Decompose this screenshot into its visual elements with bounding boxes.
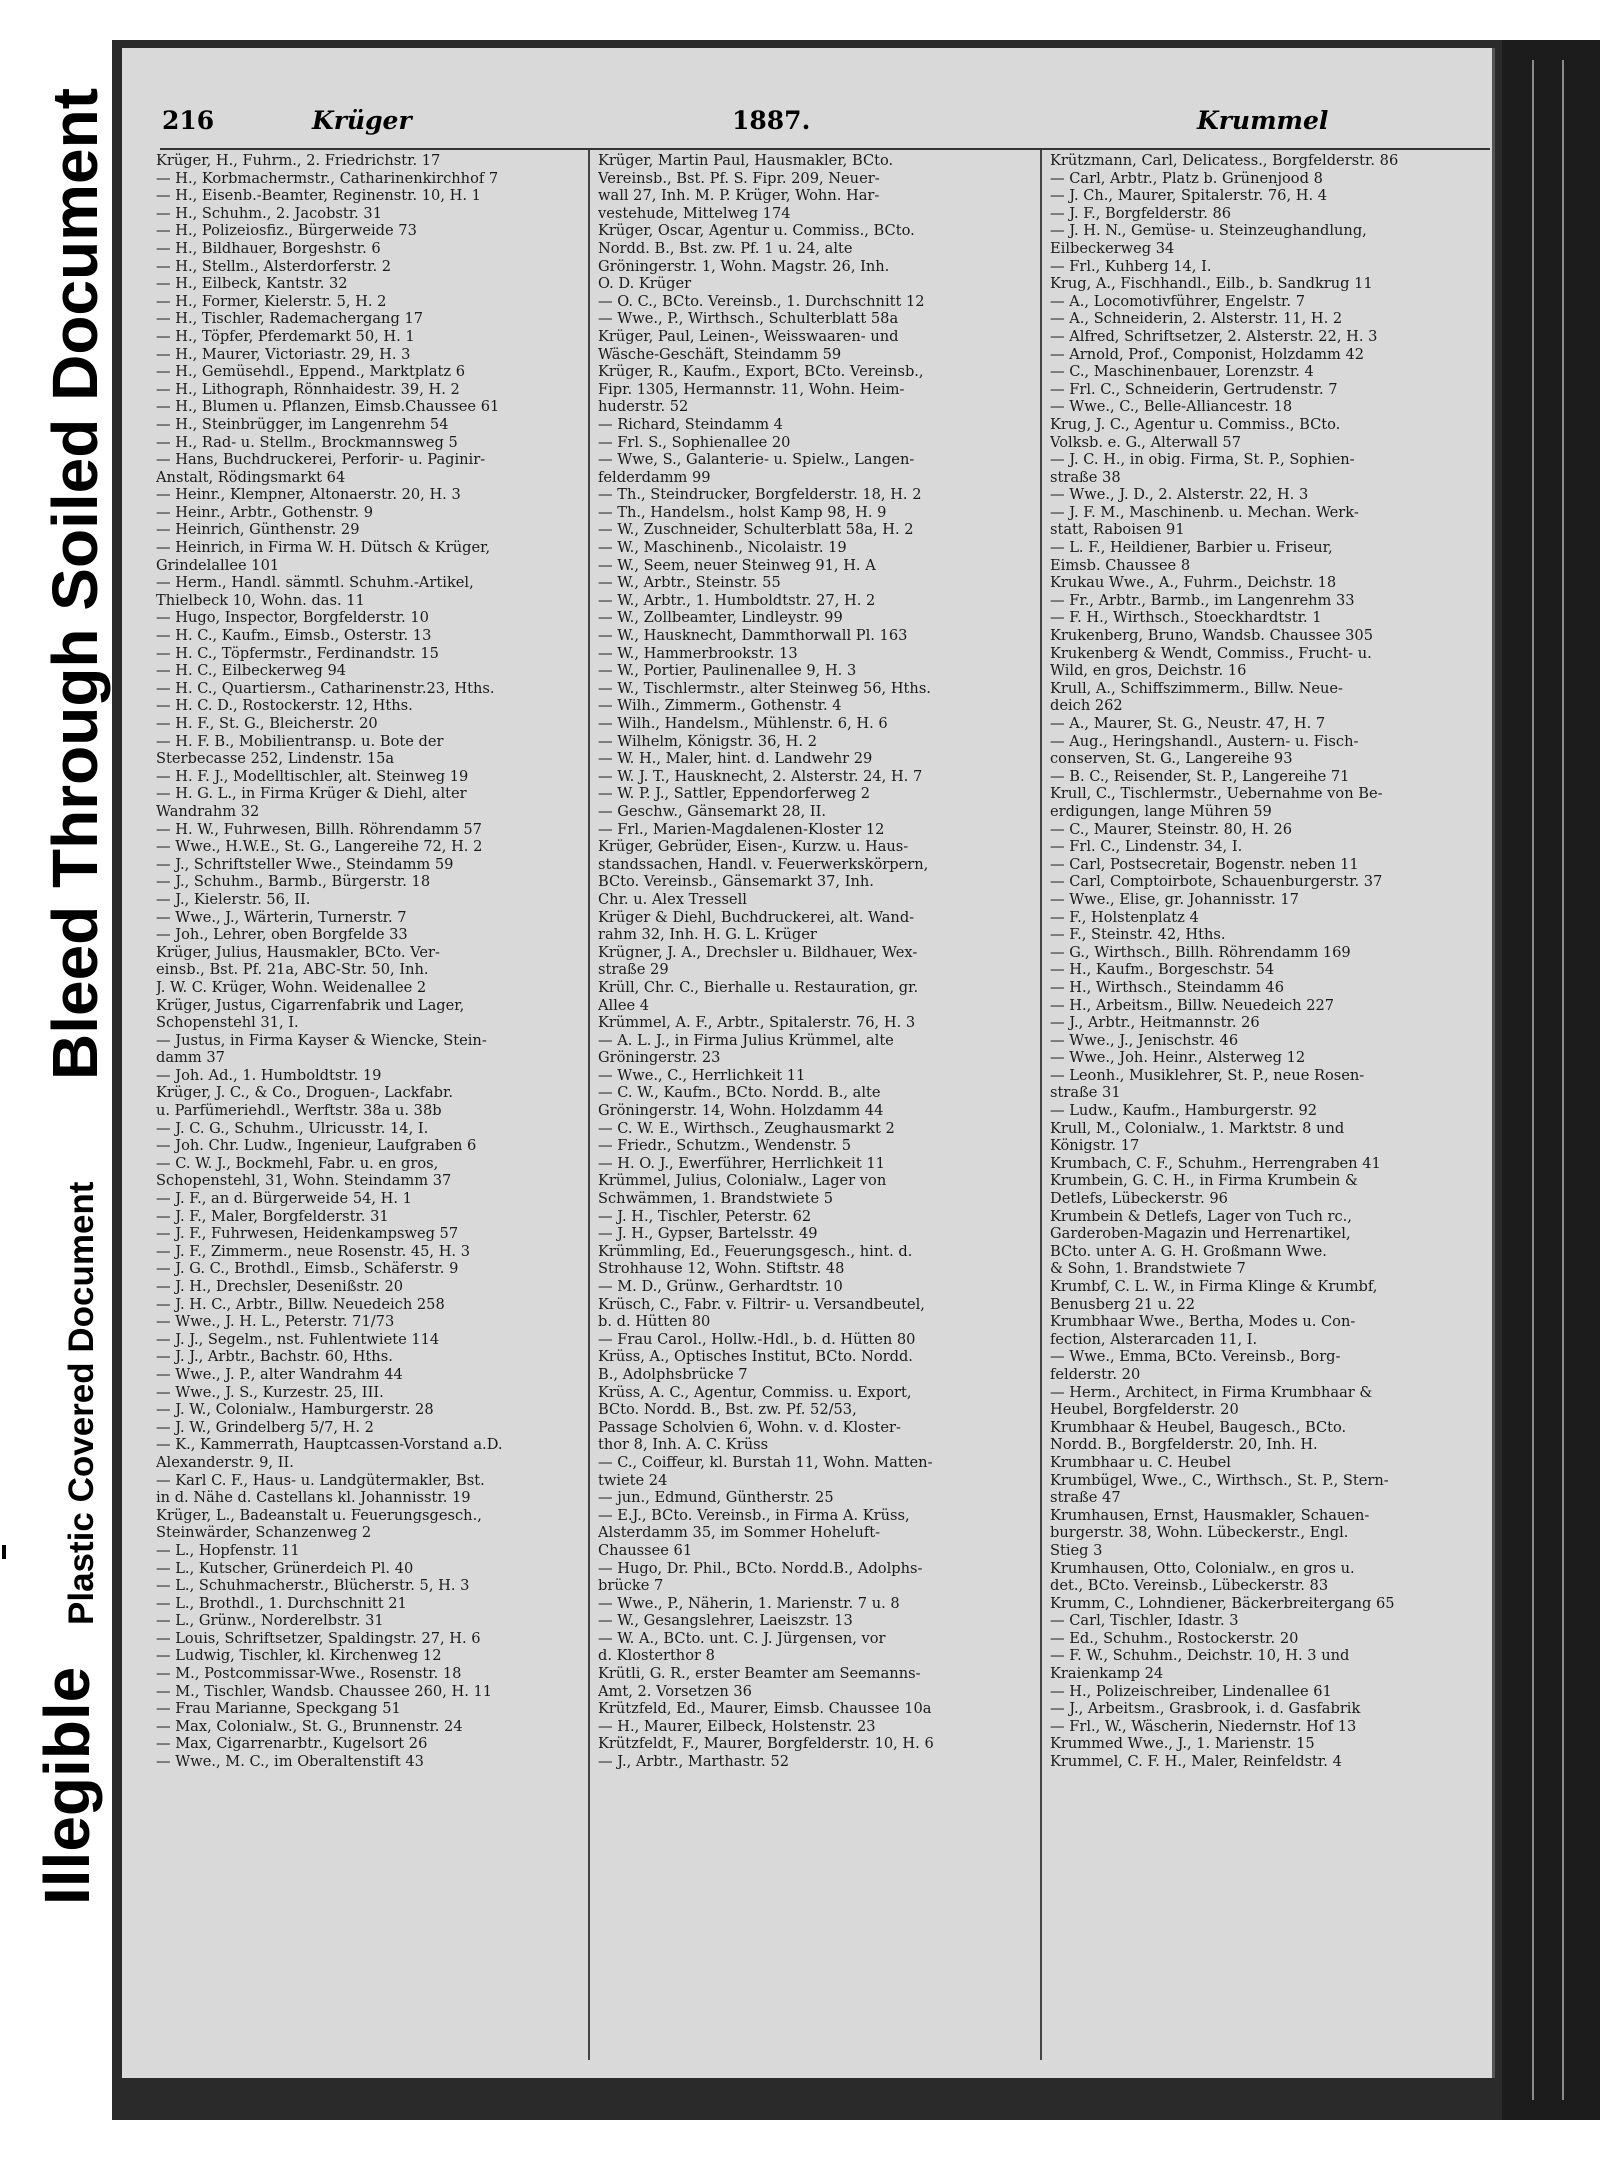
directory-entry: Kraienkamp 24 <box>1050 1665 1164 1683</box>
directory-entry: — Carl, Comptoirbote, Schauenburgerstr. 37 <box>1050 873 1383 891</box>
directory-entry: Krümmling, Ed., Feuerungsgesch., hint. d. <box>598 1242 913 1260</box>
directory-entry: felderstr. 20 <box>1050 1365 1141 1383</box>
directory-entry: — W., Gesangslehrer, Laeiszstr. 13 <box>598 1612 853 1630</box>
directory-entry: Krukenberg, Bruno, Wandsb. Chaussee 305 <box>1050 627 1373 645</box>
directory-entry: straße 47 <box>1050 1489 1121 1507</box>
directory-entry: Amt, 2. Vorsetzen 36 <box>598 1682 752 1700</box>
directory-entry: straße 31 <box>1050 1084 1121 1102</box>
directory-entry: b. d. Hütten 80 <box>598 1313 711 1331</box>
directory-entry: — Ludw., Kaufm., Hamburgerstr. 92 <box>1050 1102 1318 1120</box>
directory-entry: Krumbein, G. C. H., in Firma Krumbein & <box>1050 1172 1358 1190</box>
directory-entry: — Frl., W., Wäscherin, Niedernstr. Hof 13 <box>1050 1717 1357 1735</box>
directory-entry: — H. C., Kaufm., Eimsb., Osterstr. 13 <box>156 627 432 645</box>
directory-entry: Krug, A., Fischhandl., Eilb., b. Sandkrug 11 <box>1050 275 1373 293</box>
page-header <box>162 106 1462 146</box>
directory-entry: — H., Töpfer, Pferdemarkt 50, H. 1 <box>156 327 415 345</box>
directory-entry: — Alfred, Schriftsetzer, 2. Alsterstr. 22, H. 3 <box>1050 327 1378 345</box>
directory-entry: Krüger, L., Badeanstalt u. Feuerungsgesch., <box>156 1506 482 1524</box>
directory-entry: — Justus, in Firma Kayser & Wiencke, Stein- <box>156 1031 487 1049</box>
directory-entry: — J. Ch., Maurer, Spitalerstr. 76, H. 4 <box>1050 187 1328 205</box>
directory-entry: Krüger, R., Kaufm., Export, BCto. Vereinsb., <box>598 363 924 381</box>
directory-entry: — Max, Cigarrenarbtr., Kugelsort 26 <box>156 1735 428 1753</box>
directory-entry: — Joh. Ad., 1. Humboldtstr. 19 <box>156 1066 382 1084</box>
directory-entry: Heubel, Borgfelderstr. 20 <box>1050 1401 1239 1419</box>
directory-entry: — H. C. D., Rostockerstr. 12, Hths. <box>156 697 413 715</box>
directory-entry: — Th., Handelsm., holst Kamp 98, H. 9 <box>598 503 887 521</box>
directory-entry: brücke 7 <box>598 1577 664 1595</box>
directory-entry: — J. F., Fuhrwesen, Heidenkampsweg 57 <box>156 1225 459 1243</box>
directory-entry: — L., Schuhmacherstr., Blücherstr. 5, H. 3 <box>156 1577 470 1595</box>
condition-sidebar <box>0 0 110 2177</box>
directory-entry: Krüger, Oscar, Agentur u. Commiss., BCto. <box>598 222 915 240</box>
directory-entry: — Wilhelm, Königstr. 36, H. 2 <box>598 732 817 750</box>
directory-entry: Krull, A., Schiffszimmerm., Billw. Neue- <box>1050 679 1343 697</box>
directory-entry: Krummed Wwe., J., 1. Marienstr. 15 <box>1050 1735 1315 1753</box>
directory-entry: — C. W., Kaufm., BCto. Nordd. B., alte <box>598 1084 881 1102</box>
directory-entry: Garderoben-Magazin und Herrenartikel, <box>1050 1225 1351 1243</box>
directory-entry: Eimsb. Chaussee 8 <box>1050 556 1191 574</box>
directory-entry: — H. C., Töpfermstr., Ferdinandstr. 15 <box>156 644 439 662</box>
directory-entry: — W., Zollbeamter, Lindleystr. 99 <box>598 609 843 627</box>
directory-entry: — J. H., Tischler, Peterstr. 62 <box>598 1207 812 1225</box>
directory-entry: — H., Former, Kielerstr. 5, H. 2 <box>156 292 387 310</box>
edge-line <box>1562 60 1564 2100</box>
directory-entry: — W., Maschinenb., Nicolaistr. 19 <box>598 539 847 557</box>
directory-entry: Krumbhaar & Heubel, Baugesch., BCto. <box>1050 1418 1347 1436</box>
directory-entry: Krull, M., Colonialw., 1. Marktstr. 8 und <box>1050 1119 1345 1137</box>
directory-entry: — Carl, Arbtr., Platz b. Grünenjood 8 <box>1050 169 1323 187</box>
directory-entry: — E.J., BCto. Vereinsb., in Firma A. Krüss, <box>598 1506 910 1524</box>
directory-entry: — Hugo, Dr. Phil., BCto. Nordd.B., Adolphs- <box>598 1559 923 1577</box>
directory-entry: — H., Blumen u. Pflanzen, Eimsb.Chaussee 61 <box>156 398 500 416</box>
directory-entry: — Heinrich, Günthenstr. 29 <box>156 521 360 539</box>
directory-entry: huderstr. 52 <box>598 398 689 416</box>
directory-entry: — Wwe., J., Wärterin, Turnerstr. 7 <box>156 908 407 926</box>
directory-entry: — Hans, Buchdruckerei, Perforir- u. Paginir- <box>156 451 486 469</box>
directory-entry: — C., Coiffeur, kl. Burstah 11, Wohn. Matten- <box>598 1453 933 1471</box>
directory-entry: — M., Tischler, Wandsb. Chaussee 260, H. 11 <box>156 1682 493 1700</box>
directory-entry: Gröningerstr. 14, Wohn. Holzdamm 44 <box>598 1102 884 1120</box>
directory-entry: Krummel, C. F. H., Maler, Reinfeldstr. 4 <box>1050 1753 1342 1771</box>
directory-entry: — Louis, Schriftsetzer, Spaldingstr. 27, H. 6 <box>156 1629 481 1647</box>
directory-entry: Alexanderstr. 9, II. <box>156 1453 294 1471</box>
directory-entry: Krumhausen, Otto, Colonialw., en gros u. <box>1050 1559 1355 1577</box>
header-year: 1887. <box>732 106 811 135</box>
directory-entry: Krumbf, C. L. W., in Firma Klinge & Krumbf, <box>1050 1278 1378 1295</box>
directory-entry: Krug, J. C., Agentur u. Commiss., BCto. <box>1050 415 1341 433</box>
column-divider <box>588 150 590 2060</box>
margin-tick <box>2 1545 6 1559</box>
directory-entry: Benusberg 21 u. 22 <box>1050 1295 1196 1313</box>
directory-entry: — J. W., Grindelberg 5/7, H. 2 <box>156 1418 374 1436</box>
directory-entry: Sterbecasse 252, Lindenstr. 15a <box>156 750 395 768</box>
directory-entry: — Frl., Marien-Magdalenen-Kloster 12 <box>598 820 885 838</box>
directory-entry: — Joh. Chr. Ludw., Ingenieur, Laufgraben 6 <box>156 1137 477 1155</box>
directory-entry: B., Adolphsbrücke 7 <box>598 1365 748 1383</box>
directory-entry: — Hugo, Inspector, Borgfelderstr. 10 <box>156 609 429 627</box>
directory-entry: — Herm., Handl. sämmtl. Schuhm.-Artikel, <box>156 574 474 592</box>
directory-entry: Eilbeckerweg 34 <box>1050 239 1175 257</box>
directory-entry: Krumbügel, Wwe., C., Wirthsch., St. P., Stern- <box>1050 1471 1389 1489</box>
directory-entry: — C., Maurer, Steinstr. 80, H. 26 <box>1050 820 1293 838</box>
directory-entry: — M., Postcommissar-Wwe., Rosenstr. 18 <box>156 1665 462 1683</box>
directory-entry: — Aug., Heringshandl., Austern- u. Fisch- <box>1050 732 1359 750</box>
directory-entry: — J. G. C., Brothdl., Eimsb., Schäferstr. 9 <box>156 1260 459 1278</box>
directory-entry: Anstalt, Rödingsmarkt 64 <box>156 468 346 486</box>
directory-entry: Krützmann, Carl, Delicatess., Borgfelderstr. 86 <box>1050 152 1399 169</box>
directory-entry: Detlefs, Lübeckerstr. 96 <box>1050 1190 1228 1208</box>
directory-entry: Passage Scholvien 6, Wohn. v. d. Kloster- <box>598 1418 901 1436</box>
directory-entry: — H. F., St. G., Bleicherstr. 20 <box>156 715 378 732</box>
directory-entry: — W., Hammerbrookstr. 13 <box>598 644 798 662</box>
directory-entry: — Max, Colonialw., St. G., Brunnenstr. 24 <box>156 1717 463 1735</box>
directory-entry: — H., Tischler, Rademachergang 17 <box>156 310 424 328</box>
directory-entry: — Wwe., H.W.E., St. G., Langereihe 72, H. 2 <box>156 838 483 856</box>
directory-entry: statt, Raboisen 91 <box>1050 521 1185 539</box>
directory-entry: fection, Alsterarcaden 11, I. <box>1050 1330 1258 1348</box>
directory-entry: — H., Polizeiosfiz., Bürgerweide 73 <box>156 222 417 240</box>
directory-entry: — W., Zuschneider, Schulterblatt 58a, H. 2 <box>598 521 914 539</box>
directory-entry: det., BCto. Vereinsb., Lübeckerstr. 83 <box>1050 1577 1329 1595</box>
directory-entry: d. Klosterthor 8 <box>598 1647 715 1665</box>
directory-entry: Krüger, Julius, Hausmakler, BCto. Ver- <box>156 943 440 961</box>
directory-entry: — Friedr., Schutzm., Wendenstr. 5 <box>598 1137 852 1155</box>
directory-entry: — Wwe., M. C., im Oberaltenstift 43 <box>156 1753 424 1771</box>
directory-entry: wall 27, Inh. M. P. Krüger, Wohn. Har- <box>598 187 880 205</box>
directory-entry: — W. H., Maler, hint. d. Landwehr 29 <box>598 750 873 768</box>
directory-entry: Wild, en gros, Deichstr. 16 <box>1050 662 1247 680</box>
illegible-label: Illegible <box>31 1666 103 1905</box>
directory-entry: — jun., Edmund, Güntherstr. 25 <box>598 1489 834 1507</box>
directory-entry: Stieg 3 <box>1050 1541 1103 1559</box>
directory-entry: — H., Rad- u. Stellm., Brockmannsweg 5 <box>156 433 458 451</box>
directory-entry: — H., Maurer, Victoriastr. 29, H. 3 <box>156 345 411 363</box>
directory-entry: — W., Portier, Paulinenallee 9, H. 3 <box>598 662 857 680</box>
directory-entry: — Carl, Postsecretair, Bogenstr. neben 11 <box>1050 855 1359 873</box>
directory-entry: Wäsche-Geschäft, Steindamm 59 <box>598 345 842 363</box>
directory-entry: — Wwe., J., Jenischstr. 46 <box>1050 1031 1239 1049</box>
directory-entry: — L., Brothdl., 1. Durchschnitt 21 <box>156 1594 407 1612</box>
directory-entry: Volksb. e. G., Alterwall 57 <box>1050 433 1241 451</box>
directory-entry: — J. J., Arbtr., Bachstr. 60, Hths. <box>156 1348 393 1366</box>
directory-entry: — H., Bildhauer, Borgeshstr. 6 <box>156 239 381 257</box>
directory-entry: Nordd. B., Borgfelderstr. 20, Inh. H. <box>1050 1436 1318 1454</box>
directory-entry: — Frau Marianne, Speckgang 51 <box>156 1700 401 1718</box>
directory-entry: — Richard, Steindamm 4 <box>598 415 783 433</box>
directory-entry: Krukenberg & Wendt, Commiss., Frucht- u. <box>1050 644 1372 662</box>
directory-entry: — Heinr., Klempner, Altonaerstr. 20, H. 3 <box>156 486 461 504</box>
directory-entry: Krüss, A., Optisches Institut, BCto. Nordd. <box>598 1348 913 1366</box>
directory-entry: — G., Wirthsch., Billh. Röhrendamm 169 <box>1050 943 1351 961</box>
directory-entry: BCto. Vereinsb., Gänsemarkt 37, Inh. <box>598 873 874 891</box>
column-divider <box>1040 150 1042 2060</box>
directory-entry: — H., Kaufm., Borgeschstr. 54 <box>1050 961 1275 979</box>
directory-entry: Krüger, Paul, Leinen-, Weisswaaren- und <box>598 327 899 345</box>
directory-entry: Krüll, Chr. C., Bierhalle u. Restauration, gr. <box>598 978 919 996</box>
directory-entry: Schopenstehl, 31, Wohn. Steindamm 37 <box>156 1172 452 1190</box>
page-number: 216 <box>162 106 215 135</box>
directory-entry: — H., Polizeischreiber, Lindenallee 61 <box>1050 1682 1332 1700</box>
directory-entry: — C. W. E., Wirthsch., Zeughausmarkt 2 <box>598 1119 895 1137</box>
directory-entry: J. W. C. Krüger, Wohn. Weidenallee 2 <box>156 978 427 996</box>
plastic-covered-label: Plastic Covered Document <box>62 1181 101 1625</box>
directory-entry: — A., Schneiderin, 2. Alsterstr. 11, H. 2 <box>1050 310 1343 328</box>
scan-margin <box>112 2120 1600 2177</box>
directory-entry: — Frau Carol., Hollw.-Hdl., b. d. Hütten 80 <box>598 1330 916 1348</box>
directory-entry: — H. C., Quartiersm., Catharinenstr.23, Hths. <box>156 679 495 697</box>
directory-entry: standssachen, Handl. v. Feuerwerkskörpern, <box>598 855 929 873</box>
edge-line <box>1532 60 1534 2100</box>
directory-page <box>122 48 1495 2078</box>
directory-entry: — J. F., Zimmerm., neue Rosenstr. 45, H. 3 <box>156 1242 470 1260</box>
directory-entry: Strohhause 12, Wohn. Stiftstr. 48 <box>598 1260 845 1278</box>
directory-entry: — A., Maurer, St. G., Neustr. 47, H. 7 <box>1050 715 1326 732</box>
directory-entry: — J., Arbeitsm., Grasbrook, i. d. Gasfabrik <box>1050 1700 1361 1718</box>
directory-entry: O. D. Krüger <box>598 275 692 293</box>
directory-entry: damm 37 <box>156 1049 225 1067</box>
directory-entry: conserven, St. G., Langereihe 93 <box>1050 750 1293 768</box>
directory-entry: — H. F. B., Mobilientransp. u. Bote der <box>156 732 444 750</box>
directory-entry: — H. W., Fuhrwesen, Billh. Röhrendamm 57 <box>156 820 482 838</box>
directory-entry: Krümmel, Julius, Colonialw., Lager von <box>598 1172 887 1190</box>
directory-entry: burgerstr. 38, Wohn. Lübeckerstr., Engl. <box>1050 1524 1349 1542</box>
directory-entry: — J. W., Colonialw., Hamburgerstr. 28 <box>156 1401 434 1419</box>
directory-entry: Allee 4 <box>598 996 650 1014</box>
directory-entry: — B. C., Reisender, St. P., Langereihe 71 <box>1050 767 1350 785</box>
directory-entry: erdigungen, lange Mühren 59 <box>1050 802 1272 820</box>
directory-entry: Krukau Wwe., A., Fuhrm., Deichstr. 18 <box>1050 574 1337 592</box>
directory-entry: — W. J. T., Hausknecht, 2. Alsterstr. 24, H. 7 <box>598 767 923 785</box>
directory-entry: twiete 24 <box>598 1471 668 1489</box>
directory-entry: Krümmel, A. F., Arbtr., Spitalerstr. 76, H. 3 <box>598 1014 916 1032</box>
directory-entry: — H., Schuhm., 2. Jacobstr. 31 <box>156 204 382 222</box>
directory-entry: — Frl. C., Schneiderin, Gertrudenstr. 7 <box>1050 380 1338 398</box>
directory-entry: — A., Locomotivführer, Engelstr. 7 <box>1050 292 1305 310</box>
directory-entry: — W. P. J., Sattler, Eppendorferweg 2 <box>598 785 870 803</box>
directory-entry: — H. O. J., Ewerführer, Herrlichkeit 11 <box>598 1154 885 1172</box>
bleed-through-label: Bleed Through Soiled Document <box>39 87 111 1080</box>
column-middle <box>598 152 1026 1771</box>
directory-entry: — J. H., Gypser, Bartelsstr. 49 <box>598 1225 818 1243</box>
directory-entry: — H., Korbmachermstr., Catharinenkirchhof 7 <box>156 169 499 187</box>
directory-entry: rahm 32, Inh. H. G. L. Krüger <box>598 926 817 944</box>
directory-entry: Krüger, H., Fuhrm., 2. Friedrichstr. 17 <box>156 152 441 169</box>
directory-entry: — Joh., Lehrer, oben Borgfelde 33 <box>156 926 408 944</box>
directory-entry: — J., Arbtr., Heitmannstr. 26 <box>1050 1014 1260 1032</box>
directory-entry: Schopenstehl 31, I. <box>156 1014 299 1032</box>
book-edge <box>1502 40 1600 2130</box>
directory-entry: — L., Kutscher, Grünerdeich Pl. 40 <box>156 1559 414 1577</box>
directory-entry: — O. C., BCto. Vereinsb., 1. Durchschnitt 12 <box>598 292 925 310</box>
directory-entry: Krumbach, C. F., Schuhm., Herrengraben 41 <box>1050 1154 1381 1172</box>
directory-entry: — Wwe., J. S., Kurzestr. 25, III. <box>156 1383 384 1401</box>
directory-entry: Krüger, Justus, Cigarrenfabrik und Lager, <box>156 996 465 1014</box>
directory-entry: Grindelallee 101 <box>156 556 280 574</box>
scanned-page <box>112 40 1600 2130</box>
directory-entry: — J., Schriftsteller Wwe., Steindamm 59 <box>156 855 454 873</box>
directory-entry: — Wwe., J. H. L., Peterstr. 71/73 <box>156 1313 395 1331</box>
directory-entry: Krüger, J. C., & Co., Droguen-, Lackfabr. <box>156 1084 454 1102</box>
directory-entry: — H., Maurer, Eilbeck, Holstenstr. 23 <box>598 1717 876 1735</box>
directory-entry: — F. W., Schuhm., Deichstr. 10, H. 3 und <box>1050 1647 1350 1665</box>
directory-entry: — Karl C. F., Haus- u. Landgütermakler, Bst. <box>156 1471 485 1489</box>
directory-entry: straße 29 <box>598 961 669 979</box>
directory-entry: — H. F. J., Modelltischler, alt. Steinweg 19 <box>156 767 469 785</box>
directory-entry: — Wwe., J. D., 2. Alsterstr. 22, H. 3 <box>1050 486 1309 504</box>
directory-entry: — J. J., Segelm., nst. Fuhlentwiete 114 <box>156 1330 440 1348</box>
directory-entry: thor 8, Inh. A. C. Krüss <box>598 1436 769 1454</box>
directory-entry: — Arnold, Prof., Componist, Holzdamm 42 <box>1050 345 1365 363</box>
directory-entry: Krützfeldt, F., Maurer, Borgfelderstr. 10, H. 6 <box>598 1735 934 1753</box>
directory-entry: — Frl., Kuhberg 14, I. <box>1050 257 1212 275</box>
directory-entry: — Wwe., C., Belle-Alliancestr. 18 <box>1050 398 1293 416</box>
directory-entry: — H., Eisenb.-Beamter, Reginenstr. 10, H. 1 <box>156 187 481 205</box>
directory-entry: — H., Eilbeck, Kantstr. 32 <box>156 275 348 293</box>
directory-entry: Schwämmen, 1. Brandstwiete 5 <box>598 1190 834 1208</box>
directory-entry: — J., Arbtr., Marthastr. 52 <box>598 1753 790 1771</box>
directory-entry: in d. Nähe d. Castellans kl. Johannisstr. 19 <box>156 1489 471 1507</box>
directory-entry: — H., Arbeitsm., Billw. Neuedeich 227 <box>1050 996 1335 1014</box>
directory-entry: Chr. u. Alex Tressell <box>598 890 747 908</box>
directory-entry: — Frl. S., Sophienallee 20 <box>598 433 791 451</box>
directory-entry: — W., Hausknecht, Dammthorwall Pl. 163 <box>598 627 908 645</box>
directory-entry: — F., Steinstr. 42, Hths. <box>1050 926 1226 944</box>
directory-entry: — C., Maschinenbauer, Lorenzstr. 4 <box>1050 363 1314 381</box>
directory-entry: — Wwe, S., Galanterie- u. Spielw., Langen- <box>598 451 915 469</box>
directory-entry: BCto. unter A. G. H. Großmann Wwe. <box>1050 1242 1327 1260</box>
directory-entry: Chaussee 61 <box>598 1541 693 1559</box>
directory-entry: Krumbein & Detlefs, Lager von Tuch rc., <box>1050 1207 1352 1225</box>
directory-entry: — Wwe., P., Wirthsch., Schulterblatt 58a <box>598 310 899 328</box>
directory-entry: — Wwe., C., Herrlichkeit 11 <box>598 1066 806 1084</box>
directory-entry: — Frl. C., Lindenstr. 34, I. <box>1050 838 1243 856</box>
directory-entry: — K., Kammerrath, Hauptcassen-Vorstand a.D. <box>156 1436 503 1454</box>
directory-entry: Krüger, Martin Paul, Hausmakler, BCto. <box>598 152 894 169</box>
directory-entry: — H. G. L., in Firma Krüger & Diehl, alter <box>156 785 467 803</box>
directory-entry: — W., Arbtr., 1. Humboldtstr. 27, H. 2 <box>598 591 876 609</box>
directory-entry: — W., Seem, neuer Steinweg 91, H. A <box>598 556 876 574</box>
directory-entry: — J. F., an d. Bürgerweide 54, H. 1 <box>156 1190 412 1208</box>
directory-entry: — Wwe., Elise, gr. Johannisstr. 17 <box>1050 890 1299 908</box>
directory-entry: — F. H., Wirthsch., Stoeckhardtstr. 1 <box>1050 609 1322 627</box>
directory-entry: — J. C. H., in obig. Firma, St. P., Sophien- <box>1050 451 1355 469</box>
directory-entry: Krüss, A. C., Agentur, Commiss. u. Export, <box>598 1383 912 1401</box>
directory-entry: Königstr. 17 <box>1050 1137 1140 1155</box>
directory-entry: — Wilh., Zimmerm., Gothenstr. 4 <box>598 697 842 715</box>
directory-entry: Krumm, C., Lohndiener, Bäckerbreitergang 65 <box>1050 1594 1395 1612</box>
directory-entry: — Th., Steindrucker, Borgfelderstr. 18, H. 2 <box>598 486 922 504</box>
directory-entry: deich 262 <box>1050 697 1123 715</box>
directory-entry: — M. D., Grünw., Gerhardtstr. 10 <box>598 1278 843 1295</box>
directory-entry: — J. F. M., Maschinenb. u. Mechan. Werk- <box>1050 503 1359 521</box>
directory-entry: — Wwe., Emma, BCto. Vereinsb., Borg- <box>1050 1348 1341 1366</box>
column-left <box>156 152 584 1771</box>
directory-entry: — H., Wirthsch., Steindamm 46 <box>1050 978 1284 996</box>
directory-entry: straße 38 <box>1050 468 1121 486</box>
directory-entry: — J. H. N., Gemüse- u. Steinzeughandlung, <box>1050 222 1367 240</box>
directory-entry: — Heinr., Arbtr., Gothenstr. 9 <box>156 503 373 521</box>
directory-entry: Nordd. B., Bst. zw. Pf. 1 u. 24, alte <box>598 239 853 257</box>
directory-entry: — W. A., BCto. unt. C. J. Jürgensen, vor <box>598 1629 886 1647</box>
directory-entry: — Wwe., Joh. Heinr., Alsterweg 12 <box>1050 1049 1306 1067</box>
directory-entry: — A. L. J., in Firma Julius Krümmel, alte <box>598 1031 894 1049</box>
directory-entry: — H., Steinbrügger, im Langenrehm 54 <box>156 415 449 433</box>
directory-entry: Gröningerstr. 23 <box>598 1049 721 1067</box>
directory-entry: u. Parfümeriehdl., Werftstr. 38a u. 38b <box>156 1102 442 1120</box>
directory-entry: — J. F., Borgfelderstr. 86 <box>1050 204 1232 222</box>
header-rule <box>160 148 1490 150</box>
directory-entry: — J. H. C., Arbtr., Billw. Neuedeich 258 <box>156 1295 445 1313</box>
directory-entry: Wandrahm 32 <box>156 802 260 820</box>
directory-entry: Vereinsb., Bst. Pf. S. Fipr. 209, Neuer- <box>598 169 880 187</box>
directory-entry: vestehude, Mittelweg 174 <box>598 204 791 222</box>
directory-entry: — J. H., Drechsler, Desenißstr. 20 <box>156 1278 404 1295</box>
directory-entry: & Sohn, 1. Brandstwiete 7 <box>1050 1260 1246 1278</box>
directory-entry: — Wwe., J. P., alter Wandrahm 44 <box>156 1365 403 1383</box>
directory-entry: Krügner, J. A., Drechsler u. Bildhauer, Wex- <box>598 943 918 961</box>
directory-entry: Fipr. 1305, Hermannstr. 11, Wohn. Heim- <box>598 380 905 398</box>
directory-entry: — F., Holstenplatz 4 <box>1050 908 1199 926</box>
directory-entry: — J., Schuhm., Barmb., Bürgerstr. 18 <box>156 873 431 891</box>
directory-entry: — L., Grünw., Norderelbstr. 31 <box>156 1612 384 1630</box>
directory-entry: Krüger & Diehl, Buchdruckerei, alt. Wand- <box>598 908 915 926</box>
directory-entry: — H. C., Eilbeckerweg 94 <box>156 662 347 680</box>
directory-entry: BCto. Nordd. B., Bst. zw. Pf. 52/53, <box>598 1401 857 1419</box>
directory-entry: — J. F., Maler, Borgfelderstr. 31 <box>156 1207 389 1225</box>
directory-entry: felderdamm 99 <box>598 468 711 486</box>
directory-entry: Krumhausen, Ernst, Hausmakler, Schauen- <box>1050 1506 1370 1524</box>
directory-entry: — C. W. J., Bockmehl, Fabr. u. en gros, <box>156 1154 439 1172</box>
directory-entry: — L., Hopfenstr. 11 <box>156 1541 300 1559</box>
directory-entry: — Ludwig, Tischler, kl. Kirchenweg 12 <box>156 1647 442 1665</box>
directory-entry: — H., Gemüsehdl., Eppend., Marktplatz 6 <box>156 363 466 381</box>
directory-entry: — W., Arbtr., Steinstr. 55 <box>598 574 781 592</box>
header-right-keyword: Krummel <box>1197 106 1329 135</box>
directory-entry: — Herm., Architect, in Firma Krumbhaar & <box>1050 1383 1373 1401</box>
directory-entry: Krull, C., Tischlermstr., Uebernahme von Be- <box>1050 785 1383 803</box>
directory-entry: — W., Tischlermstr., alter Steinweg 56, Hths. <box>598 679 931 697</box>
directory-entry: Krumbhaar u. C. Heubel <box>1050 1453 1231 1471</box>
directory-entry: — H., Lithograph, Rönnhaidestr. 39, H. 2 <box>156 380 460 398</box>
directory-entry: einsb., Bst. Pf. 21a, ABC-Str. 50, Inh. <box>156 961 429 979</box>
directory-entry: Krützfeld, Ed., Maurer, Eimsb. Chaussee 10a <box>598 1700 932 1718</box>
directory-entry: — Wilh., Handelsm., Mühlenstr. 6, H. 6 <box>598 715 888 732</box>
directory-entry: Krüger, Gebrüder, Eisen-, Kurzw. u. Haus- <box>598 838 909 856</box>
directory-entry: — Fr., Arbtr., Barmb., im Langenrehm 33 <box>1050 591 1355 609</box>
directory-entry: Krütli, G. R., erster Beamter am Seemanns- <box>598 1665 921 1683</box>
directory-entry: — Wwe., P., Näherin, 1. Marienstr. 7 u. 8 <box>598 1594 900 1612</box>
directory-entry: — J., Kielerstr. 56, II. <box>156 890 311 908</box>
header-left-keyword: Krüger <box>312 106 412 135</box>
directory-entry: Thielbeck 10, Wohn. das. 11 <box>156 591 365 609</box>
directory-entry: Steinwärder, Schanzenweg 2 <box>156 1524 372 1542</box>
column-right <box>1050 152 1478 1771</box>
directory-entry: — Geschw., Gänsemarkt 28, II. <box>598 802 827 820</box>
directory-entry: Gröningerstr. 1, Wohn. Magstr. 26, Inh. <box>598 257 890 275</box>
directory-entry: Krüsch, C., Fabr. v. Filtrir- u. Versandbeutel, <box>598 1295 925 1313</box>
directory-entry: — J. C. G., Schuhm., Ulricusstr. 14, I. <box>156 1119 429 1137</box>
directory-entry: Krumbhaar Wwe., Bertha, Modes u. Con- <box>1050 1313 1356 1331</box>
directory-entry: — Leonh., Musiklehrer, St. P., neue Rosen- <box>1050 1066 1365 1084</box>
directory-entry: Alsterdamm 35, im Sommer Hoheluft- <box>598 1524 881 1542</box>
directory-entry: — L. F., Heildiener, Barbier u. Friseur, <box>1050 539 1333 557</box>
directory-entry: — Ed., Schuhm., Rostockerstr. 20 <box>1050 1629 1299 1647</box>
directory-entry: — Heinrich, in Firma W. H. Dütsch & Krüger, <box>156 539 491 557</box>
directory-entry: — H., Stellm., Alsterdorferstr. 2 <box>156 257 392 275</box>
directory-entry: — Carl, Tischler, Idastr. 3 <box>1050 1612 1239 1630</box>
